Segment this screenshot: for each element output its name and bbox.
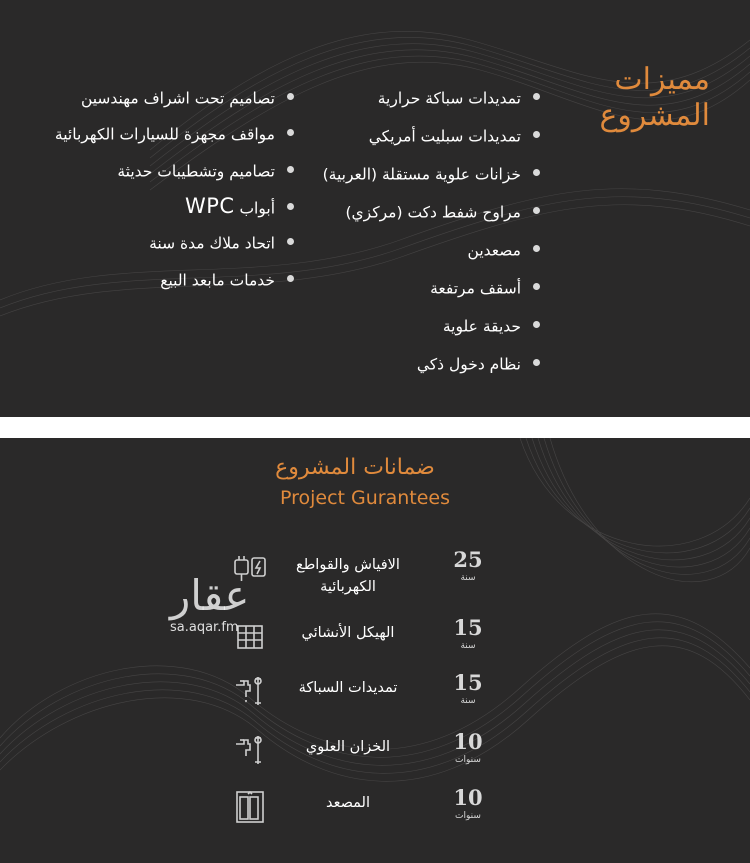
years-badge: 10 سنوات [453, 729, 483, 765]
bullet-dot [533, 245, 540, 252]
list-item: تصاميم تحت اشراف مهندسين [81, 86, 294, 110]
bullet-dot [533, 359, 540, 366]
list-item: أبواب WPC [185, 194, 294, 218]
guarantee-label: الهيكل الأنشائي [301, 625, 395, 641]
list-item: تمديدات سباكة حرارية [378, 86, 540, 110]
list-item: اتحاد ملاك مدة سنة [149, 231, 294, 255]
features-list-right [280, 86, 540, 386]
wpc-label: WPC [184, 194, 235, 218]
years-badge: 15 سنة [453, 670, 483, 706]
list-item: أسقف مرتفعة [430, 276, 540, 300]
list-item: مواقف مجهزة للسيارات الكهربائية [55, 122, 294, 146]
plumbing-icon [232, 673, 268, 709]
bullet-dot [287, 238, 294, 245]
bullet-dot [533, 131, 540, 138]
bullet-dot [287, 275, 294, 282]
elevator-icon [232, 788, 268, 824]
watermark [170, 571, 290, 635]
guarantee-row [220, 671, 500, 727]
bullet-dot [287, 93, 294, 100]
years-badge: 15 سنة [453, 615, 483, 651]
list-item: مراوح شفط دكت (مركزي) [346, 200, 541, 224]
water-tank-icon [232, 732, 268, 768]
guarantee-label: الخزان العلوي [305, 739, 391, 755]
features-title: مميزات المشروع [599, 62, 710, 133]
bullet-dot [287, 166, 294, 173]
guarantee-label: المصعد [325, 795, 370, 811]
list-item: نظام دخول ذكي [417, 352, 540, 376]
bullet-dot [533, 321, 540, 328]
list-item: تمديدات سبليت أمريكي [369, 124, 540, 148]
list-item: تصاميم وتشطيبات حديثة [117, 159, 294, 183]
guarantees-title-en: Project Gurantees [279, 487, 451, 509]
list-item: حديقة علوية [443, 314, 540, 338]
features-list-left [4, 86, 294, 306]
guarantee-row [220, 730, 500, 786]
watermark-brand: عقار [170, 571, 250, 620]
features-panel [0, 0, 750, 417]
guarantee-row [220, 786, 500, 842]
years-badge: 25 سنة [453, 547, 483, 583]
bullet-dot [287, 129, 294, 136]
bullet-dot [533, 93, 540, 100]
watermark-url: sa.aqar.fm [170, 620, 239, 635]
years-badge: 10 سنوات [453, 785, 483, 821]
bullet-dot [533, 207, 540, 214]
list-item: مصعدين [468, 238, 540, 262]
guarantee-label: الافياش والقواطع الكهربائية [296, 557, 400, 595]
list-item: خزانات علوية مستقلة (العربية) [323, 162, 540, 186]
bullet-dot [287, 203, 294, 210]
guarantees-title-ar: ضمانات المشروع [275, 455, 435, 480]
guarantee-label: تمديدات السباكة [298, 680, 398, 696]
list-item: خدمات مابعد البيع [160, 268, 294, 292]
bullet-dot [533, 169, 540, 176]
bullet-dot [533, 283, 540, 290]
